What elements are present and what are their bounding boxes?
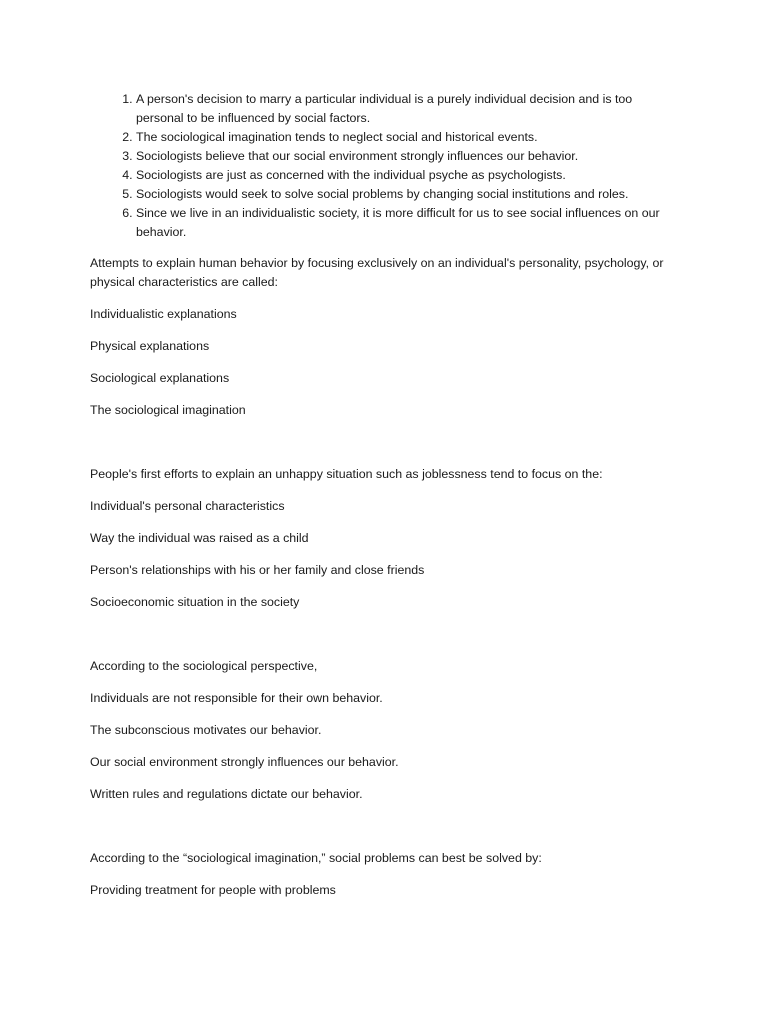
answer-option: Person's relationships with his or her family and close friends xyxy=(90,563,425,577)
answer-option: Our social environment strongly influences our behavior. xyxy=(90,755,399,769)
statement-item: 5. Sociologists would seek to solve social problems by changing social institutions and roles. xyxy=(136,185,680,204)
answer-option: Individuals are not responsible for their own behavior. xyxy=(90,691,383,705)
statement-item: 1. A person's decision to marry a particular individual is a purely individual decision and is too personal to be influenced by social factors. xyxy=(136,90,680,128)
question-prompt: Attempts to explain human behavior by focusing exclusively on an individual's personality, psychology, or physical characteristics are called: xyxy=(90,256,664,289)
question-block xyxy=(90,657,680,804)
question-prompt: According to the “sociological imagination,” social problems can best be solved by: xyxy=(90,851,542,865)
answer-option: Socioeconomic situation in the society xyxy=(90,595,300,609)
answer-option: The subconscious motivates our behavior. xyxy=(90,723,322,737)
question-block xyxy=(90,254,680,420)
question-block xyxy=(90,849,680,900)
answer-option: Way the individual was raised as a child xyxy=(90,531,309,545)
answer-option: Individual's personal characteristics xyxy=(90,499,285,513)
answer-option: The sociological imagination xyxy=(90,403,246,417)
statement-item: 6. Since we live in an individualistic society, it is more difficult for us to see social influences on our behavior. xyxy=(136,204,680,242)
question-prompt: According to the sociological perspective, xyxy=(90,659,318,673)
answer-option: Sociological explanations xyxy=(90,371,230,385)
answer-option: Physical explanations xyxy=(90,339,210,353)
document-content xyxy=(90,90,680,900)
question-prompt: People's first efforts to explain an unhappy situation such as joblessness tend to focus on the: xyxy=(90,467,603,481)
statement-item: 2. The sociological imagination tends to neglect social and historical events. xyxy=(136,128,680,147)
statement-item: 3. Sociologists believe that our social environment strongly influences our behavior. xyxy=(136,147,680,166)
answer-option: Providing treatment for people with problems xyxy=(90,883,336,897)
question-block xyxy=(90,465,680,612)
answer-option: Written rules and regulations dictate our behavior. xyxy=(90,787,363,801)
answer-option: Individualistic explanations xyxy=(90,307,237,321)
statement-item: 4. Sociologists are just as concerned with the individual psyche as psychologists. xyxy=(136,166,680,185)
statement-list xyxy=(90,90,680,242)
